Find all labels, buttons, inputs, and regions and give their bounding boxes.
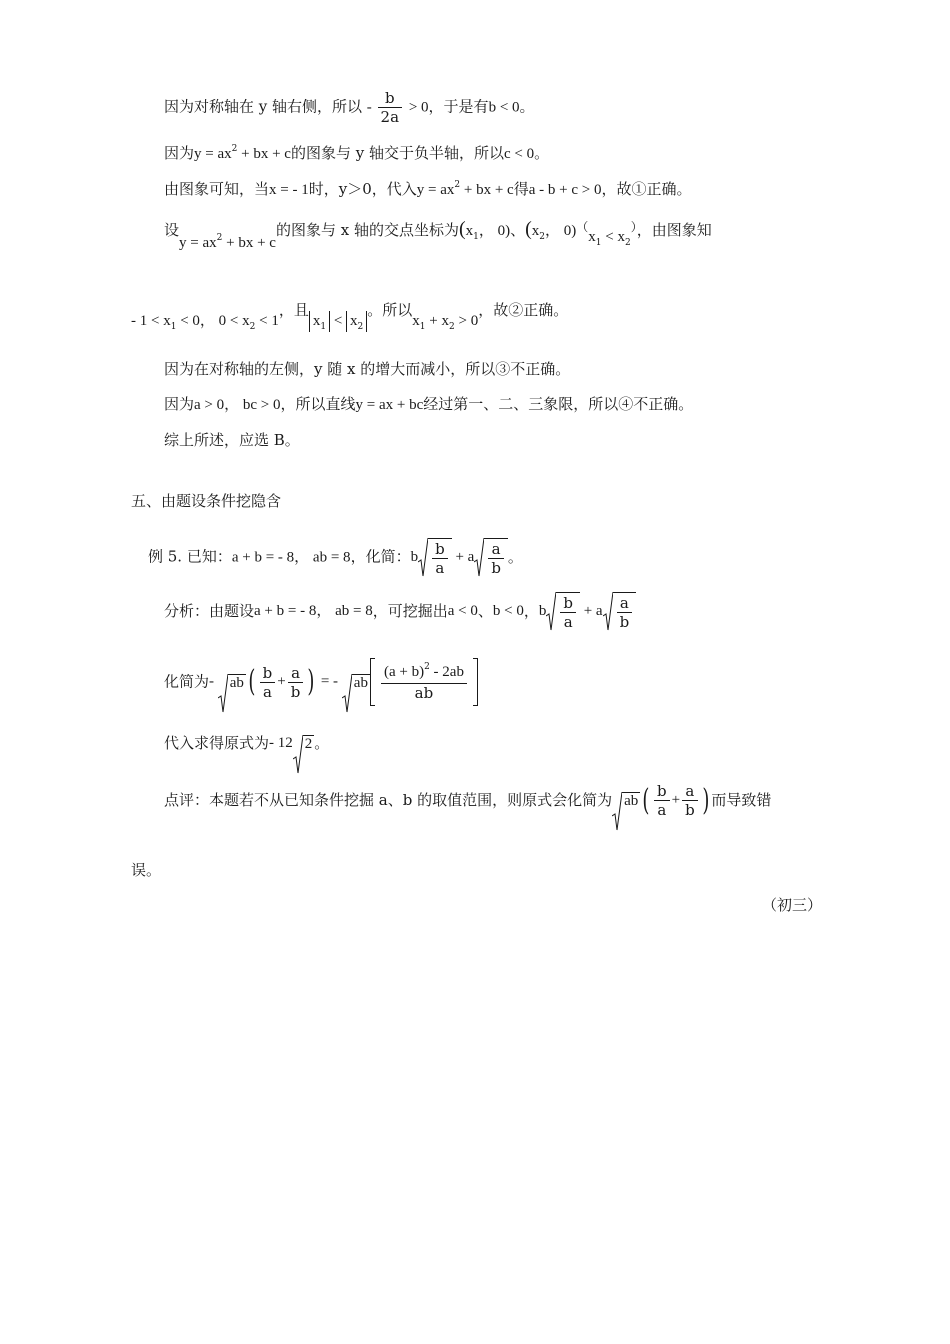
numerator: b	[384, 89, 395, 107]
fraction	[381, 662, 467, 702]
paragraph-line	[131, 301, 569, 332]
text: 。	[534, 144, 550, 162]
paragraph-line	[164, 146, 549, 162]
left-paren: (	[642, 782, 650, 818]
math: x	[588, 229, 596, 245]
math: b	[538, 603, 547, 619]
math: b	[410, 549, 419, 565]
fraction	[260, 664, 276, 701]
section-heading	[131, 494, 281, 509]
radicand: ab	[353, 674, 368, 691]
square-root	[218, 674, 246, 691]
text: 、	[477, 602, 493, 620]
paren: (	[525, 218, 532, 240]
math: +	[277, 673, 286, 690]
text: ，故②正确。	[478, 301, 569, 319]
text: 因为	[164, 395, 195, 413]
denominator: b	[617, 612, 633, 631]
square-root	[546, 592, 580, 631]
math: + bx + c	[222, 235, 276, 251]
math: - 12	[269, 735, 293, 751]
subscript: 2	[249, 322, 256, 332]
subscript: 1	[320, 322, 327, 332]
left-paren: (	[248, 664, 256, 699]
text: 设	[164, 221, 180, 239]
absolute-value	[346, 311, 367, 332]
paragraph-line	[164, 89, 535, 126]
math: ， 0)	[545, 223, 577, 239]
math: > 0	[454, 313, 479, 329]
analysis-line	[164, 592, 636, 631]
paragraph-line	[164, 397, 693, 413]
math: <	[330, 313, 347, 329]
numerator: a	[491, 540, 501, 558]
text: 。	[314, 734, 330, 752]
math: + a	[579, 603, 603, 619]
text: 例 5. 已知：	[148, 547, 232, 566]
math: +	[671, 792, 681, 808]
math: < x	[601, 229, 625, 245]
analysis-line	[164, 658, 478, 706]
superscript: 2	[424, 662, 430, 672]
text: ，	[523, 602, 539, 620]
text: ，可挖掘出	[372, 602, 448, 620]
text: ，所以直线	[280, 395, 356, 413]
superscript: 2	[231, 144, 238, 154]
text: 而导致错	[711, 791, 772, 809]
math: -	[209, 673, 218, 690]
text: 因为	[164, 144, 195, 162]
text: ，且	[278, 301, 309, 319]
math: b < 0	[488, 99, 520, 116]
subscript: 2	[539, 232, 546, 242]
radicand: 2	[304, 736, 313, 752]
math: y = ax	[179, 235, 217, 251]
square-root	[418, 538, 452, 577]
radicand: ab	[624, 793, 639, 809]
source-note	[762, 898, 822, 913]
text: ，于是有	[428, 97, 489, 116]
math: x	[350, 313, 358, 329]
example-line	[148, 538, 523, 577]
comment-line	[164, 782, 771, 819]
text: ，化简：	[350, 547, 411, 566]
subscript: 2	[449, 322, 455, 332]
paragraph-line	[164, 218, 712, 251]
text: 分析：由题设	[164, 602, 255, 620]
math: x	[412, 313, 420, 329]
math: + bx + c	[237, 146, 291, 162]
math: < 1	[255, 313, 279, 329]
paren: （	[576, 220, 589, 234]
fraction	[378, 89, 403, 126]
math: x	[312, 313, 321, 329]
subscript: 2	[357, 322, 364, 332]
numerator: b	[262, 663, 273, 682]
math: c < 0	[503, 146, 535, 162]
text: 点评：本题若不从已知条件挖掘 a、b 的取值范围，则原式会化简为	[164, 791, 613, 809]
paren: ）	[630, 220, 637, 234]
math: x	[465, 223, 474, 239]
superscript: 2	[454, 180, 461, 190]
analysis-line	[164, 735, 329, 752]
paragraph-line	[164, 433, 300, 448]
math: y = ax	[416, 182, 455, 198]
denominator: a	[654, 800, 670, 819]
math: x	[531, 223, 540, 239]
left-bracket	[370, 658, 375, 706]
subscript: 2	[624, 238, 631, 248]
text: ，故①正确。	[601, 180, 692, 198]
right-paren: )	[307, 664, 315, 699]
math: a + b = - 8， ab = 8	[231, 549, 351, 566]
numerator: a	[291, 663, 301, 682]
denominator: b	[488, 558, 504, 577]
text: 。所以	[367, 301, 413, 319]
math: -	[366, 99, 376, 116]
denominator: 2a	[378, 107, 403, 126]
text: ，由图象知	[636, 221, 712, 239]
numerator: b	[563, 594, 573, 612]
denominator: b	[682, 800, 698, 819]
superscript: 2	[216, 233, 223, 243]
text: 。	[507, 548, 523, 566]
square-root	[612, 792, 640, 809]
math: a > 0， bc > 0	[194, 397, 281, 413]
math: + bx + c	[460, 182, 514, 198]
denominator: a	[260, 682, 276, 701]
text: 误。	[131, 861, 162, 879]
fraction	[288, 664, 304, 701]
fraction	[654, 782, 670, 819]
numerator-part: (a + b)	[383, 664, 425, 680]
math: < 0， 0 < x	[176, 313, 250, 329]
text: 代入求得原式为	[164, 734, 270, 752]
text: 的图象与 x 轴的交点坐标为	[275, 221, 459, 239]
math: a + b = - 8， ab = 8	[254, 603, 373, 619]
math: + x	[425, 313, 449, 329]
denominator: a	[560, 612, 576, 631]
subscript: 1	[473, 232, 479, 242]
denominator: b	[288, 682, 304, 701]
radicand: ab	[229, 674, 244, 691]
math: + a	[451, 549, 475, 565]
square-root	[603, 592, 637, 631]
subscript: 1	[419, 322, 426, 332]
square-root	[342, 674, 370, 691]
text: 因为对称轴在 y 轴右侧，所以	[164, 97, 363, 116]
heading-text: 五、由题设条件挖隐含	[131, 492, 282, 510]
text: 。	[519, 97, 535, 116]
text: 由图象可知，当	[164, 180, 270, 198]
math: ， 0)、	[478, 223, 526, 239]
subscript: 1	[595, 238, 602, 248]
text: 的图象与 y 轴交于负半轴，所以	[290, 144, 504, 162]
math: > 0	[408, 99, 429, 116]
text: 经过第一、二、三象限，所以④不正确。	[423, 395, 694, 413]
right-bracket	[473, 658, 478, 706]
math: a < 0	[447, 603, 478, 619]
math: b < 0	[492, 603, 524, 619]
denominator: ab	[381, 683, 467, 702]
paragraph-line	[164, 182, 691, 198]
numerator: a	[685, 782, 695, 800]
numerator: b	[435, 540, 445, 558]
square-root	[293, 735, 315, 752]
text: 综上所述，应选 B。	[164, 431, 300, 449]
math: a - b + c > 0	[528, 182, 602, 198]
numerator: b	[656, 782, 667, 800]
absolute-value	[309, 311, 330, 332]
text: 化简为	[164, 672, 210, 691]
text: 得	[513, 180, 529, 198]
text: 时，y＞0，代入	[308, 180, 417, 198]
right-paren: )	[702, 782, 710, 818]
subscript: 1	[170, 322, 177, 332]
numerator-part: - 2ab	[429, 664, 464, 680]
text: 因为在对称轴的左侧，y 随 x 的增大而减小，所以③不正确。	[164, 360, 571, 378]
numerator: a	[619, 594, 629, 612]
paragraph-line	[131, 863, 161, 878]
paragraph-line	[164, 362, 570, 377]
math: y = ax + bc	[355, 397, 424, 413]
square-root	[474, 538, 508, 577]
denominator: a	[432, 558, 448, 577]
fraction	[682, 782, 698, 819]
math: = -	[317, 673, 342, 690]
math: y = ax	[194, 146, 232, 162]
math: - 1 < x	[131, 313, 171, 329]
paren: (	[458, 218, 466, 240]
text: （初三）	[762, 896, 823, 914]
math: x = - 1	[269, 182, 309, 198]
